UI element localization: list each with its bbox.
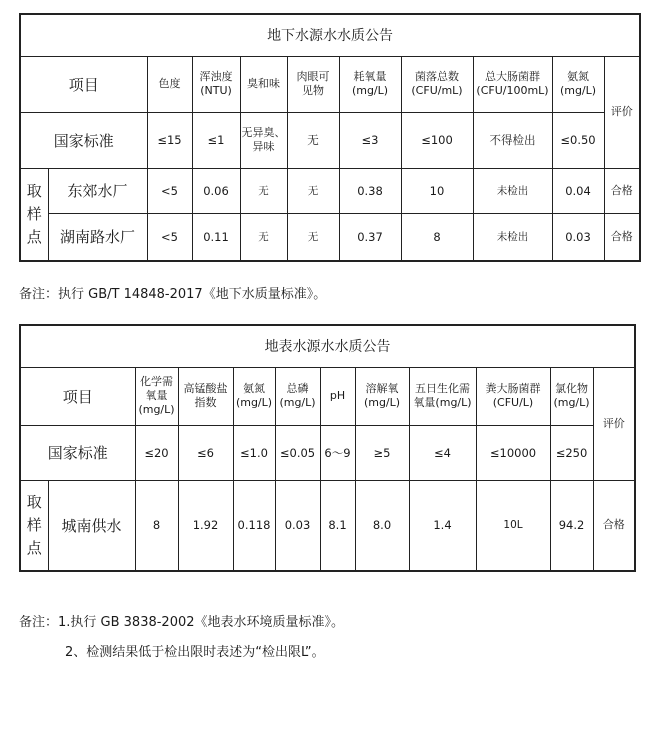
- evaluation-header: 评价: [593, 367, 635, 480]
- result-value: 0.118: [233, 480, 275, 571]
- result-value: 0.37: [339, 213, 401, 261]
- standard-value: ≤20: [135, 425, 178, 480]
- fecal-coliform-header: 粪大肠菌群 (CFU/L): [476, 367, 550, 425]
- result-value: 10: [401, 168, 473, 213]
- result-value: 8: [401, 213, 473, 261]
- standard-value: ≤250: [550, 425, 593, 480]
- standard-label: 国家标准: [20, 112, 147, 168]
- sampling-point-label: 取 样 点: [20, 168, 48, 261]
- result-value: 未检出: [473, 213, 552, 261]
- result-value: 无: [287, 213, 339, 261]
- standard-label: 国家标准: [20, 425, 135, 480]
- result-value: 无: [240, 213, 287, 261]
- result-value: 未检出: [473, 168, 552, 213]
- result-value: <5: [147, 213, 192, 261]
- result-value: 0.03: [552, 213, 604, 261]
- chloride-header: 氯化物 (mg/L): [550, 367, 593, 425]
- standard-value: 不得检出: [473, 112, 552, 168]
- permanganate-header: 高锰酸盐 指数: [178, 367, 233, 425]
- dissolved-oxygen-header: 溶解氧 (mg/L): [355, 367, 409, 425]
- note-groundwater-standard: 备注：执行 GB/T 14848-2017《地下水质量标准》。: [19, 287, 327, 302]
- groundwater-quality-table: [19, 13, 641, 262]
- bod-header: 五日生化需 氧量(mg/L): [409, 367, 476, 425]
- turbidity-header: 浑浊度 (NTU): [192, 56, 240, 112]
- standard-value: ≤15: [147, 112, 192, 168]
- note-surface-water-standard: 备注：1.执行 GB 3838-2002《地表水环境质量标准》。: [19, 615, 345, 630]
- result-value: 94.2: [550, 480, 593, 571]
- standard-value: ≥5: [355, 425, 409, 480]
- site-name: 湖南路水厂: [48, 213, 147, 261]
- standard-value: ≤6: [178, 425, 233, 480]
- table-title: 地表水源水水质公告: [20, 325, 635, 367]
- standard-value: ≤1.0: [233, 425, 275, 480]
- evaluation-result: 合格: [604, 168, 640, 213]
- result-value: 8.0: [355, 480, 409, 571]
- standard-value: 无: [287, 112, 339, 168]
- phosphorus-header: 总磷 (mg/L): [275, 367, 320, 425]
- result-value: 8.1: [320, 480, 355, 571]
- odor-header: 臭和味: [240, 56, 287, 112]
- evaluation-header: 评价: [604, 56, 640, 168]
- ammonia-header: 氨氮 (mg/L): [233, 367, 275, 425]
- standard-value: ≤10000: [476, 425, 550, 480]
- standard-value: ≤1: [192, 112, 240, 168]
- evaluation-result: 合格: [593, 480, 635, 571]
- result-value: 1.92: [178, 480, 233, 571]
- result-value: 0.03: [275, 480, 320, 571]
- table-title: 地下水源水水质公告: [20, 14, 640, 56]
- sampling-point-label: 取 样 点: [20, 480, 48, 571]
- ammonia-header: 氨氮 (mg/L): [552, 56, 604, 112]
- result-value: <5: [147, 168, 192, 213]
- site-name: 东郊水厂: [48, 168, 147, 213]
- standard-value: ≤3: [339, 112, 401, 168]
- surface-water-quality-table: [19, 324, 636, 572]
- result-value: 1.4: [409, 480, 476, 571]
- result-value: 0.11: [192, 213, 240, 261]
- standard-value: ≤100: [401, 112, 473, 168]
- color-header: 色度: [147, 56, 192, 112]
- standard-value: ≤0.05: [275, 425, 320, 480]
- result-value: 无: [240, 168, 287, 213]
- standard-value: 无异臭、 异味: [240, 112, 287, 168]
- result-value: 0.06: [192, 168, 240, 213]
- standard-value: ≤4: [409, 425, 476, 480]
- result-value: 无: [287, 168, 339, 213]
- standard-value: ≤0.50: [552, 112, 604, 168]
- site-name: 城南供水: [48, 480, 135, 571]
- ph-header: pH: [320, 367, 355, 425]
- coliform-header: 总大肠菌群 (CFU/100mL): [473, 56, 552, 112]
- bacteria-header: 菌落总数 (CFU/mL): [401, 56, 473, 112]
- result-value: 0.38: [339, 168, 401, 213]
- standard-value: 6～9: [320, 425, 355, 480]
- result-value: 10L: [476, 480, 550, 571]
- result-value: 8: [135, 480, 178, 571]
- result-value: 0.04: [552, 168, 604, 213]
- item-header: 项目: [20, 367, 135, 425]
- visible-matter-header: 肉眼可 见物: [287, 56, 339, 112]
- item-header: 项目: [20, 56, 147, 112]
- evaluation-result: 合格: [604, 213, 640, 261]
- cod-header: 化学需 氧量 (mg/L): [135, 367, 178, 425]
- cod-header: 耗氧量 (mg/L): [339, 56, 401, 112]
- note-detection-limit: 2、检测结果低于检出限时表述为“检出限L”。: [65, 645, 325, 660]
